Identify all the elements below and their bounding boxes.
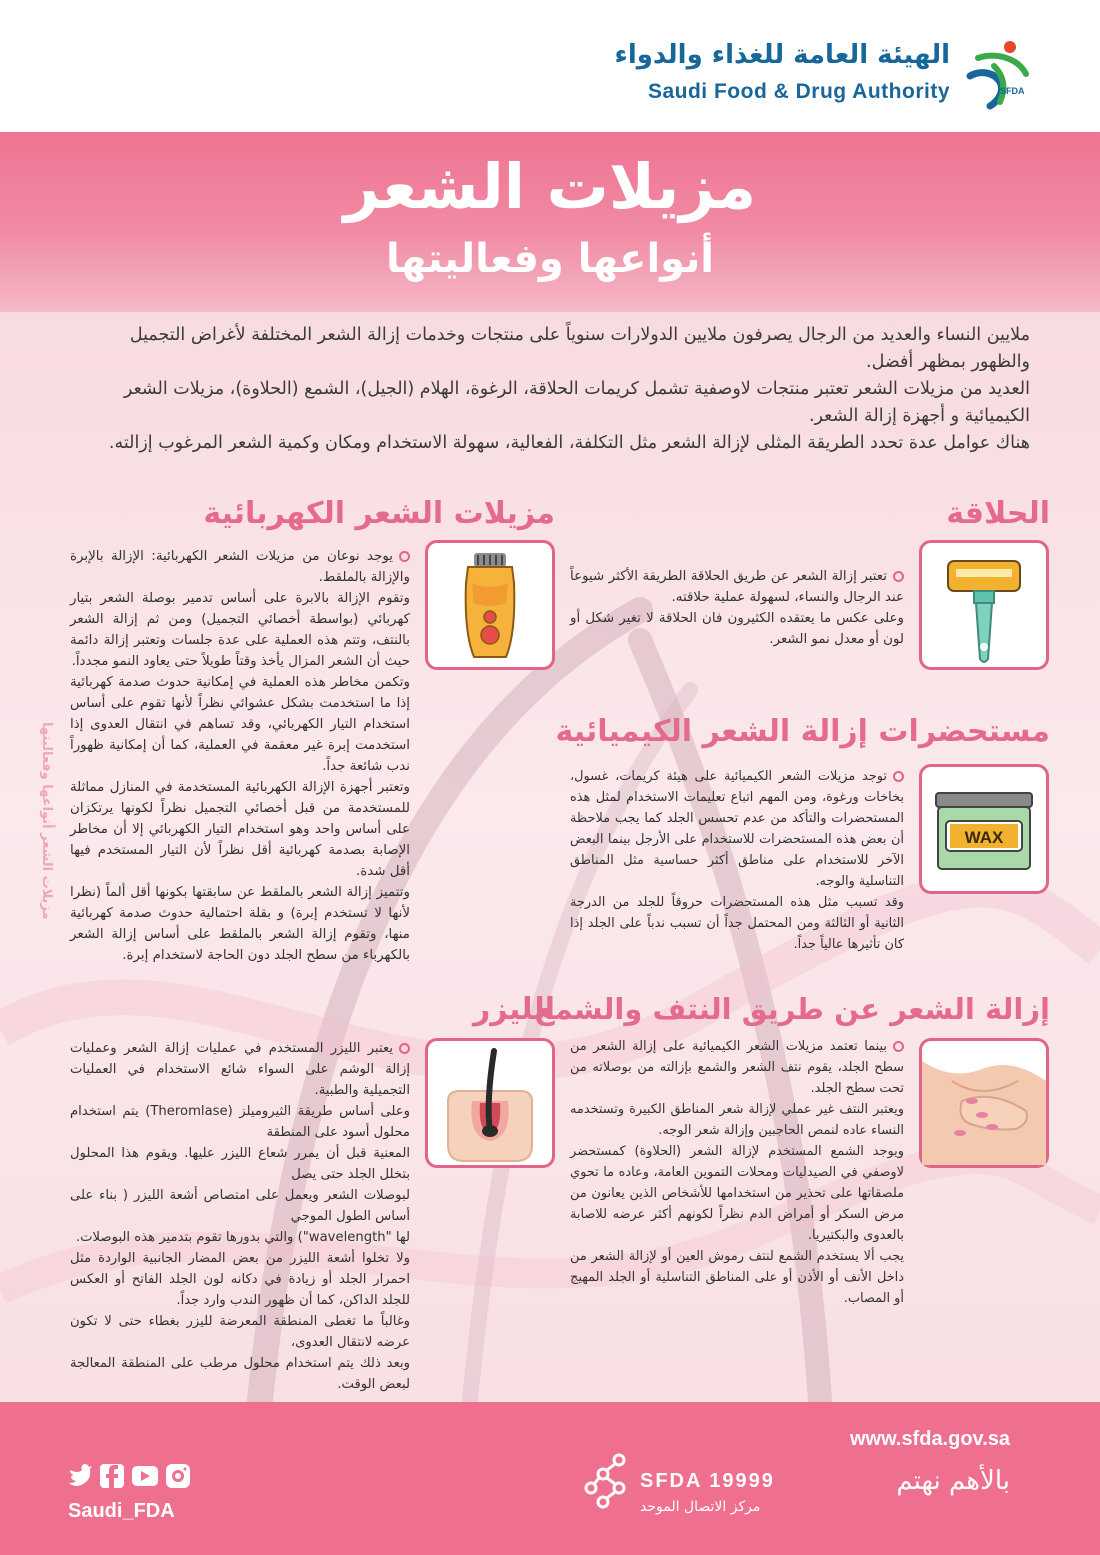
laser-paragraph: ولا تخلوا أشعة الليزر من بعض المضار الجانبية الواردة مثل احمرار الجلد أو زيادة في دكانه لون الجلد الفاتح أو العكس للجلد الداكن، كما أن ظهور الندب وارد جداً. (70, 1251, 410, 1308)
org-name-ar: الهيئة العامة للغذاء والدواء (614, 40, 950, 70)
website-link[interactable]: www.sfda.gov.sa (849, 1428, 1010, 1450)
call-center-label: مركز الاتصال الموحد (640, 1499, 761, 1515)
bullet-icon (893, 571, 904, 582)
side-label: مزيلات الشعر أنواعها وفعاليتها (39, 722, 54, 920)
chemical-text (570, 766, 904, 955)
sfda-logo-icon (960, 36, 1036, 112)
waxing-paragraph: يجب ألا يستخدم الشمع لنتف رموش العين أو لإزالة الشعر من داخل الأنف أو الأذن أو على المناطق التناسلية أو الجلد المهيج أو المصاب. (570, 1249, 904, 1306)
intro-paragraph: ملايين النساء والعديد من الرجال يصرفون ملايين الدولارات سنوياً على منتجات وخدمات إزالة الشعر المختلفة لأغراض التجميل والظهور بمظهر أفضل. (129, 325, 1030, 372)
electric-paragraph: وتعتبر أجهزة الإزالة الكهربائية المستخدمة في المنازل مماثلة للمستخدمة من قبل أخصائي التجميل نظراً لكونها يرتكزان على أساس واحد وهو استخدام التيار الكهربائي إلا أن مخاطر الإصابة بصدمة كهربائية أقل نظراً لأن التيار المستخدم فيها أقل شدة. (70, 780, 410, 879)
laser-icon-box (425, 1038, 555, 1168)
chemical-icon-box (919, 764, 1049, 894)
social-icons (68, 1462, 192, 1490)
electric-paragraph: وتقوم الإزالة بالابرة على أساس تدمير بوصلة الشعر بتيار كهربائي (بواسطة أخصائي التجميل) ومن ثم إزالة الشعر بالنتف، وتتم هذه العملية على عدة جلسات وتعتبر إزالة دائمة حيث أن الشعر المزال يأخذ وقتاً طويلاً حتى يعاود النمو مجدداً. (70, 591, 410, 669)
waxing-heading: إزالة الشعر عن طريق النتف والشمع (534, 992, 1050, 1026)
electric-paragraph: وتكمن مخاطر هذه العملية في إمكانية حدوث صدمة كهربائية إذا ما استخدمت بشكل عشوائي نظراً لأنها تقوم على أساس استخدام التيار الكهربائي، وقد تساهم في انتقال العدوى إذا استخدمت إبرة غير معقمة في العملية، كما أن إمكانية ظهوراً ندب شائعة جداً. (70, 675, 410, 774)
intro-paragraph: العديد من مزيلات الشعر تعتبر منتجات لاوصفية تشمل كريمات الحلاقة، الرغوة، الهلام (الجيل)، الشمع (الحلاوة)، مزيلات الشعر الكيميائية و أجهزة إزالة الشعر. (123, 379, 1030, 426)
page-title: مزيلات الشعر (343, 150, 757, 223)
shaving-paragraph: تعتبر إزالة الشعر عن طريق الحلاقة الطريقة الأكثر شيوعاً عند الرجال والنساء، لسهولة عملية حلاقته. (570, 569, 904, 605)
bullet-icon (893, 771, 904, 782)
shaving-icon-box (919, 540, 1049, 670)
razor-icon (922, 543, 1046, 667)
laser-text (70, 1038, 410, 1395)
laser-paragraph: وعلى أساس طريقة الثيروميلز (Theromlase) يتم استخدام محلول أسود على المنطقة (70, 1104, 410, 1140)
org-name-en: Saudi Food & Drug Authority (647, 80, 950, 103)
shaving-text (570, 566, 904, 650)
waxing-paragraph: بينما تعتمد مزيلات الشعر الكيميائية على إزالة الشعر من سطح الجلد، يقوم نتف الشعر والشمع بإزالته من بوصلاته من تحت سطح الجلد. (570, 1039, 904, 1096)
waxing-text (570, 1036, 904, 1309)
shaving-heading: الحلاقة (946, 496, 1050, 531)
laser-paragraph: وغالباً ما تغطى المنطقة المعرضة لليزر بغطاء حتى لا تكون عرضه لانتقال العدوى، (70, 1314, 410, 1350)
social-icon-row (68, 1462, 192, 1490)
bullet-icon (893, 1041, 904, 1052)
intro-paragraph: هناك عوامل عدة تحدد الطريقة المثلى لإزالة الشعر مثل التكلفة، الفعالية، سهولة الاستخدام ومكان وكمية الشعر المرغوب إزالته. (108, 433, 1030, 453)
bullet-icon (399, 551, 410, 562)
waxing-hand-icon (922, 1041, 1046, 1165)
social-handle[interactable]: Saudi_FDA (68, 1500, 175, 1522)
electric-paragraph: يوجد نوعان من مزيلات الشعر الكهربائية: الإزالة بالإبرة والإزالة بالملقط. (70, 549, 410, 585)
page-subtitle: أنواعها وفعاليتها (386, 236, 714, 282)
logo-badge: SFDA (1000, 86, 1025, 96)
wax-label: WAX (964, 828, 1004, 847)
slogan: بالأهم نهتم (896, 1466, 1010, 1496)
waxing-paragraph: ويوجد الشمع المستخدم لإزالة الشعر (الحلاوة) كمستحضر لاوصفي في الصيدليات ومحلات التموين العامة، وعاده ما تحوي ملصقاتها على تحذير من استخدامها للأشخاص الذين يعانون من مرض السكر أو أمراض الدم نظراً لكونهم أكثر عرضه للاصابة بالعدوى والبكتيريا. (570, 1144, 904, 1243)
facebook-icon[interactable] (100, 1464, 124, 1488)
call-center-icon (583, 1452, 633, 1522)
chemical-paragraph: توجد مزيلات الشعر الكيميائية على هيئة كريمات، غسول، بخاخات ورغوة، ومن المهم اتباع تعليمات الاستخدام لمثل هذه المستحضرات والتأكد من عدم تحسس الجلد كما يجب ملاحظة أن بعض هذه المستحضرات للاستخدام على الأرجل بينما البعض الآخر للاستخدام على مناطق أكثر حساسية مثل المناطق التناسلية والوجه. (570, 769, 904, 889)
epilator-icon (428, 543, 552, 667)
bullet-icon (399, 1043, 410, 1054)
intro (70, 322, 1030, 457)
shaving-paragraph: وعلى عكس ما يعتقده الكثيرون فان الحلاقة لا تغير شكل أو لون أو معدل نمو الشعر. (570, 611, 904, 647)
youtube-icon[interactable] (132, 1466, 158, 1486)
instagram-icon[interactable] (166, 1464, 190, 1488)
laser-paragraph: لها "wavelength") والتي بدورها تقوم بتدمير هذه البوصلات. (75, 1230, 410, 1245)
laser-paragraph: لبوصلات الشعر ويعمل على امتصاص أشعة الليزر ( بناء على أساس الطول الموجي (70, 1188, 410, 1224)
electric-heading: مزيلات الشعر الكهربائية (203, 496, 555, 531)
call-center-number[interactable]: SFDA 19999 (640, 1470, 775, 1492)
laser-paragraph: المعنية قبل أن يمرر شعاع الليزر عليها. ويقوم هذا المحلول بتخلل الجلد حتى يصل (70, 1146, 410, 1182)
chemical-paragraph: وقد تسبب مثل هذه المستحضرات حروقاً للجلد من الدرجة الثانية أو الثالثة ومن المحتمل جداً أن تسبب ندباً على الجلد إذا كان تأثيرها عالياً جداً. (570, 895, 904, 952)
waxing-icon-box (919, 1038, 1049, 1168)
laser-paragraph: يعتبر الليزر المستخدم في عمليات إزالة الشعر وعمليات إزالة الوشم على السواء شائع الاستخدام في العمليات التجميلية والطبية. (70, 1041, 410, 1098)
waxing-paragraph: ويعتبر النتف غير عملي لإزالة شعر المناطق الكبيرة وتستخدمه النساء عاده لنمص الحاجبين وإزالة شعر الوجه. (570, 1102, 904, 1138)
electric-text (70, 546, 410, 966)
wax-jar-icon (922, 767, 1046, 891)
laser-paragraph: وبعد ذلك يتم استخدام محلول مرطب على المنطقة المعالجة لبعض الوقت. (70, 1356, 410, 1392)
chemical-heading: مستحضرات إزالة الشعر الكيميائية (555, 714, 1050, 749)
twitter-icon[interactable] (69, 1464, 92, 1486)
hair-follicle-icon (428, 1041, 552, 1165)
electric-paragraph: وتتميز إزالة الشعر بالملقط عن سابقتها بكونها أقل ألماً (نظرا لأنها لا تستخدم إبرة) و بقلة احتمالية حدوث صدمة كهربائية منها، وتقوم إزالة الشعر بالملقط على أساس إزالة الشعر بالكهرباء من سطح الجلد دون الحاجة لاستخدام إبرة. (70, 885, 410, 963)
electric-icon-box (425, 540, 555, 670)
laser-heading: الليزر (473, 992, 555, 1027)
